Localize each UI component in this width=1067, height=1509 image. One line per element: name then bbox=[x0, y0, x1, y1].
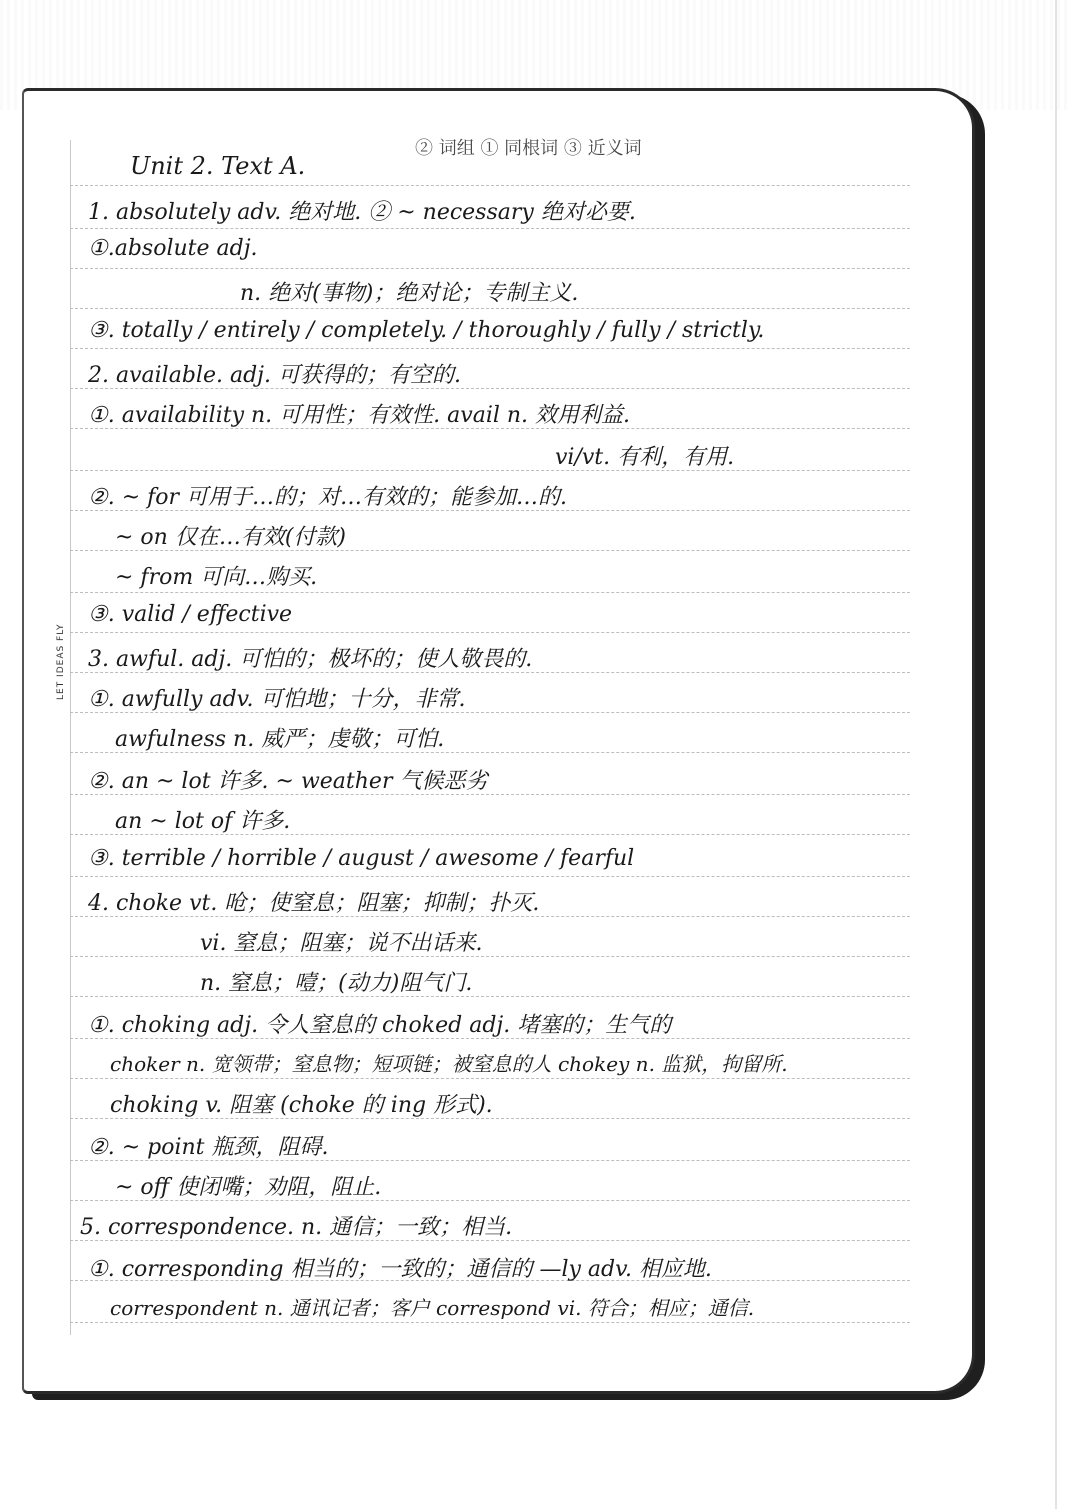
note-line: ①. choking adj. 令人窒息的 choked adj. 堵塞的；生气的 bbox=[88, 1013, 672, 1038]
ruled-line bbox=[70, 1078, 910, 1079]
ruled-line bbox=[70, 956, 910, 957]
note-line: correspondent n. 通讯记者；客户 correspond vi. 符合；相应；通信. bbox=[110, 1296, 755, 1320]
note-line: an ~ lot of 许多. bbox=[115, 809, 291, 834]
ruled-line bbox=[70, 1322, 910, 1323]
note-line: ②. ~ for 可用于…的；对…有效的；能参加…的. bbox=[88, 485, 568, 510]
note-line: ③. valid / effective bbox=[88, 602, 293, 627]
ruled-line bbox=[70, 592, 910, 593]
ruled-line bbox=[70, 470, 910, 471]
note-line: n. 绝对(事物)；绝对论；专制主义. bbox=[240, 281, 579, 306]
note-line: 3. awful. adj. 可怕的；极坏的；使人敬畏的. bbox=[88, 647, 533, 672]
note-line: ③. terrible / horrible / august / awesome / fearful bbox=[88, 846, 635, 871]
legend-key: ② 词组 ① 同根词 ③ 近义词 bbox=[415, 138, 642, 159]
note-line: vi/vt. 有利，有用. bbox=[555, 445, 735, 470]
note-line: choking v. 阻塞 (choke 的 ing 形式). bbox=[110, 1093, 493, 1118]
note-line: ①. awfully adv. 可怕地；十分，非常. bbox=[88, 687, 466, 712]
note-line: 2. available. adj. 可获得的；有空的. bbox=[88, 363, 461, 388]
note-line: awfulness n. 威严；虔敬；可怕. bbox=[115, 727, 445, 752]
ruled-line bbox=[70, 308, 910, 309]
spine-brand-text: LET IDEAS FLY bbox=[56, 623, 66, 700]
note-line: n. 窒息；噎；(动力)阻气门. bbox=[200, 971, 473, 996]
note-line: ②. an ~ lot 许多. ~ weather 气候恶劣 bbox=[88, 769, 488, 794]
note-line: ~ from 可向…购买. bbox=[115, 565, 318, 590]
ruled-line bbox=[70, 228, 910, 229]
note-line: 1. absolutely adv. 绝对地. ② ~ necessary 绝对必要. bbox=[88, 200, 636, 225]
note-line: ~ off 使闭嘴；劝阻，阻止. bbox=[115, 1175, 382, 1200]
ruled-line bbox=[70, 632, 910, 633]
note-line: ①. corresponding 相当的；一致的；通信的 —ly adv. 相应地. bbox=[88, 1257, 712, 1282]
ruled-line bbox=[70, 185, 910, 186]
ruled-line bbox=[70, 268, 910, 269]
ruled-line bbox=[70, 348, 910, 349]
note-line: ①.absolute adj. bbox=[88, 236, 258, 261]
note-line: choker n. 宽领带；窒息物；短项链；被窒息的人 chokey n. 监狱，拘留所. bbox=[110, 1052, 788, 1076]
note-line: ①. availability n. 可用性；有效性. avail n. 效用利益. bbox=[88, 403, 631, 428]
ruled-line bbox=[70, 876, 910, 877]
note-line: vi. 窒息；阻塞；说不出话来. bbox=[200, 931, 483, 956]
page-title: Unit 2. Text A. bbox=[130, 152, 306, 180]
note-line: ~ on 仅在…有效(付款) bbox=[115, 525, 347, 550]
note-line: 5. correspondence. n. 通信；一致；相当. bbox=[80, 1215, 513, 1240]
note-line: ②. ~ point 瓶颈，阻碍. bbox=[88, 1135, 329, 1160]
scan-right-edge bbox=[1055, 0, 1057, 1509]
note-line: ③. totally / entirely / completely. / thoroughly / fully / strictly. bbox=[88, 318, 765, 343]
ruled-line bbox=[70, 996, 910, 997]
margin-line bbox=[70, 140, 71, 1335]
note-line: 4. choke vt. 呛；使窒息；阻塞；抑制；扑灭. bbox=[88, 891, 540, 916]
